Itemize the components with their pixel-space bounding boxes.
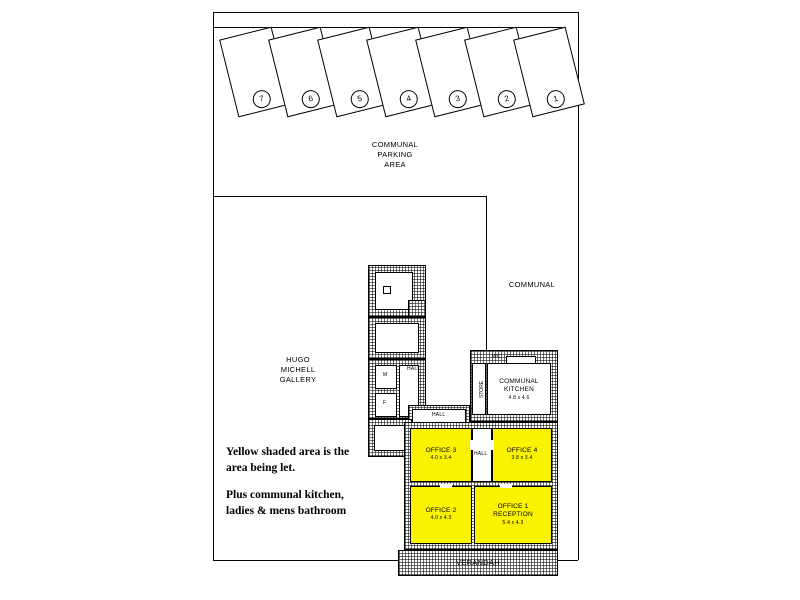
communal-parking-line-3: AREA <box>384 160 406 170</box>
door-office-1 <box>500 484 512 488</box>
gallery-line-2: MICHELL <box>280 365 316 375</box>
kitchen-wc-label: WC <box>492 354 501 360</box>
office-3-name: OFFICE 3 <box>425 447 457 454</box>
note-communal-line-2: ladies & mens bathroom <box>226 504 347 517</box>
parking-bay-2-number: 2 <box>496 88 518 110</box>
wall-north-wing-step <box>408 300 426 317</box>
parking-bay-3-number: 3 <box>447 88 469 110</box>
verandah-label-text: VERANDAH <box>455 558 501 567</box>
site-boundary-left <box>213 12 214 560</box>
office-1-name: OFFICE 1 <box>497 503 529 510</box>
kitchen-bench-fixture <box>506 356 536 364</box>
store-label: STORE <box>479 380 485 398</box>
door-office-2 <box>440 484 452 488</box>
note-let-area-line-1: Yellow shaded area is the <box>226 446 350 458</box>
communal-kitchen-line-2: KITCHEN <box>504 386 534 394</box>
gallery-line-3: GALLERY <box>279 375 317 385</box>
communal-kitchen-dimensions: 4.8 x 4.6 <box>508 394 530 401</box>
mens-wc-label: M <box>383 372 388 378</box>
office-1-dimensions: 5.4 x 4.3 <box>502 519 524 526</box>
door-office-4 <box>490 440 494 450</box>
communal-label <box>487 280 577 290</box>
room-office-1-reception <box>474 486 552 544</box>
parking-bay-1-number: 1 <box>545 88 567 110</box>
door-office-3 <box>470 440 474 450</box>
lower-left-spur-interior <box>374 425 406 451</box>
office-4-name: OFFICE 4 <box>506 447 538 454</box>
note-let-area-line-2: area being let. <box>226 461 296 474</box>
office-1-name-line-2: RECEPTION <box>493 511 533 519</box>
office-2-name: OFFICE 2 <box>425 507 457 514</box>
hall-c-label: HALL <box>474 451 488 457</box>
verandah-label <box>398 558 558 568</box>
office-4-label <box>493 447 551 462</box>
parking-bay-4-number: 4 <box>398 88 420 110</box>
room-office-3 <box>410 428 472 482</box>
room-office-2 <box>410 486 472 544</box>
hall-b-label: HALL <box>432 412 446 418</box>
parking-bay-5-number: 5 <box>349 88 371 110</box>
parking-area-divider <box>213 196 486 197</box>
gallery-line-1: HUGO <box>286 355 310 364</box>
parking-bay-6-number: 6 <box>300 88 322 110</box>
ladies-wc-label: F <box>383 400 387 406</box>
communal-kitchen-line-1: COMMUNAL <box>499 378 539 385</box>
office-2-dimensions: 4.0 x 4.3 <box>430 515 452 522</box>
office-3-label <box>411 447 471 462</box>
parking-area-divider-vertical <box>486 196 487 360</box>
note-communal-facilities <box>226 488 406 519</box>
fixture-north-wing <box>383 286 391 294</box>
hugo-michell-gallery-label <box>258 355 338 385</box>
communal-parking-area-label <box>340 140 450 170</box>
hall-a-label: HALL <box>407 366 421 372</box>
room-office-4 <box>492 428 552 482</box>
office-1-label <box>475 503 551 526</box>
communal-parking-line-1: COMMUNAL <box>371 140 419 149</box>
communal-label-text: COMMUNAL <box>508 280 556 289</box>
parking-bay-7-number: 7 <box>251 88 273 110</box>
office-2-label <box>411 507 471 522</box>
site-boundary-top <box>213 12 578 13</box>
office-4-dimensions: 3.8 x 3.4 <box>511 455 533 462</box>
communal-parking-line-2: PARKING <box>377 150 413 160</box>
corridor-upper-interior <box>375 323 419 353</box>
communal-kitchen-label <box>487 378 551 401</box>
office-3-dimensions: 4.0 x 3.4 <box>430 455 452 462</box>
note-communal-line-1: Plus communal kitchen, <box>226 489 344 501</box>
